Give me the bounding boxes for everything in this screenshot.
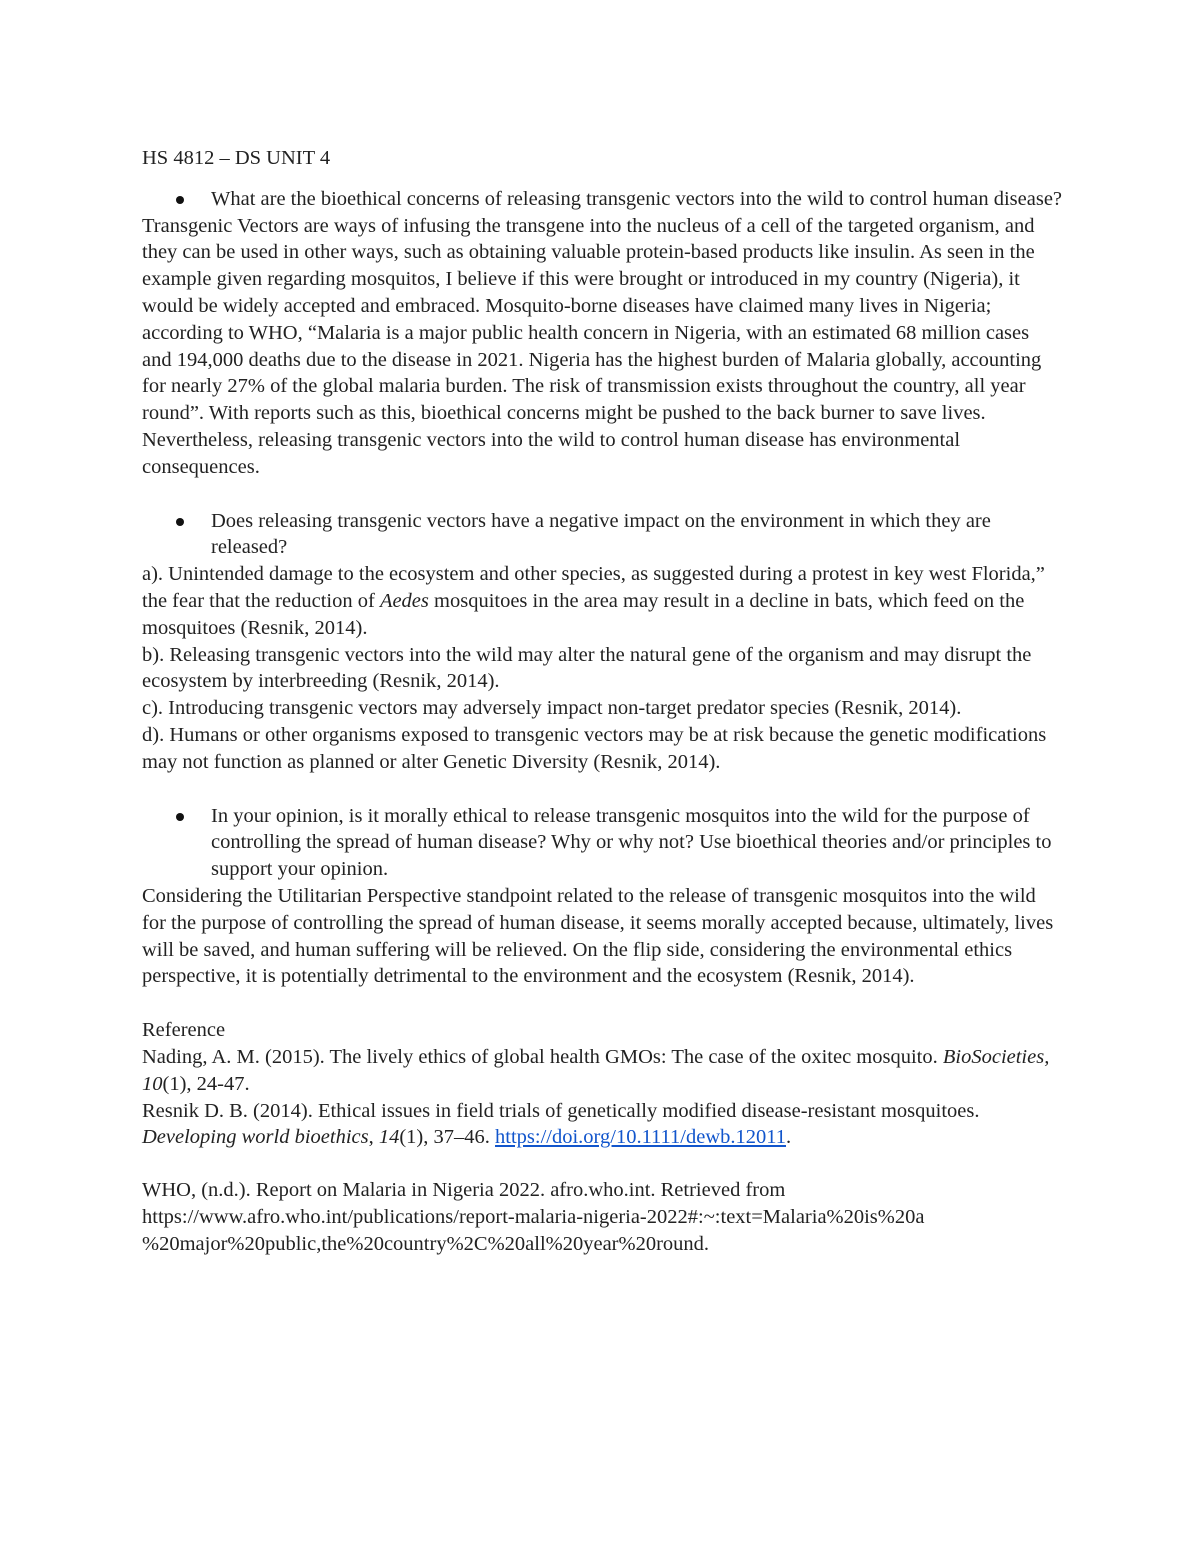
reference-resnik-end: . <box>786 1126 792 1149</box>
reference-who-line3: %20major%20public,the%20country%2C%20all%20year%20round. <box>142 1232 710 1255</box>
document-page <box>142 145 1062 1257</box>
reference-nading-text: Nading, A. M. (2015). The lively ethics of global health GMOs: The case of the oxitec mosquito. <box>142 1045 943 1068</box>
answer-2c: c). Introducing transgenic vectors may adversely impact non-target predator species (Resnik, 2014). <box>142 697 962 720</box>
reference-resnik-volume: 14 <box>378 1126 400 1149</box>
reference-resnik-text: Resnik D. B. (2014). Ethical issues in field trials of genetically modified disease-resistant mosquitoes. <box>142 1099 980 1122</box>
bullet-icon <box>176 813 184 821</box>
question-3-text: In your opinion, is it morally ethical to release transgenic mosquitos into the wild for the purpose of controlling the spread of human disease? Why or why not? Use bioethical theories and/or principles to support your opinion. <box>211 804 1052 881</box>
reference-who-line2: https://www.afro.who.int/publications/report-malaria-nigeria-2022#:~:text=Malaria%20is%20a <box>142 1205 925 1228</box>
answer-2b: b). Releasing transgenic vectors into the wild may alter the natural gene of the organism and may disrupt the ecosystem by interbreeding (Resnik, 2014). <box>142 643 1032 693</box>
question-1 <box>142 186 1062 213</box>
question-2-text: Does releasing transgenic vectors have a negative impact on the environment in which they are released? <box>211 509 991 559</box>
bullet-icon <box>176 196 184 204</box>
question-2 <box>142 508 1062 562</box>
answer-2a-italic: Aedes <box>379 589 429 612</box>
bullet-icon <box>176 518 184 526</box>
reference-resnik-sep: , <box>368 1126 379 1149</box>
answer-1: Transgenic Vectors are ways of infusing the transgene into the nucleus of a cell of the targeted organism, and they can be used in other ways, such as obtaining valuable protein-based products like insulin. As seen in the example given regarding mosquitos, I believe if this were brought or introduced in my country (Nigeria), it would be widely accepted and embraced. Mosquito-borne diseases have claimed many lives in Nigeria; according to WHO, “Malaria is a major public health concern in Nigeria, with an estimated 68 million cases and 194,000 deaths due to the disease in 2021. Nigeria has the highest burden of Malaria globally, accounting for nearly 27% of the global malaria burden. The risk of transmission exists throughout the country, all year round”. With reports such as this, bioethical concerns might be pushed to the back burner to save lives. Nevertheless, releasing transgenic vectors into the wild to control human disease has environmental consequences. <box>142 214 1042 478</box>
answer-2a-pre: a). Unintended damage to the ecosystem and other species, as suggested during a protest in key west Florida,” the fear that the reduction of <box>142 563 1045 612</box>
document-title: HS 4812 – DS UNIT 4 <box>142 147 331 169</box>
answer-2a <box>142 561 1062 641</box>
reference-resnik-pages: (1), 37–46. <box>399 1126 496 1149</box>
answer-2d: d). Humans or other organisms exposed to transgenic vectors may be at risk because the genetic modifications may not function as planned or alter Genetic Diversity (Resnik, 2014). <box>142 723 1047 773</box>
reference-nading-pages: (1), 24-47. <box>162 1072 250 1095</box>
reference-nading <box>142 1044 1062 1098</box>
question-3 <box>142 803 1062 883</box>
answer-3: Considering the Utilitarian Perspective standpoint related to the release of transgenic mosquitos into the wild for the purpose of controlling the spread of human disease, it seems morally accepted because, ultimately, lives will be saved, and human suffering will be relieved. On the flip side, considering the environmental ethics perspective, it is potentially detrimental to the environment and the ecosystem (Resnik, 2014). <box>142 884 1054 988</box>
reference-resnik <box>142 1098 1062 1152</box>
doi-link[interactable]: https://doi.org/10.1111/dewb.12011 <box>495 1126 786 1149</box>
reference-who-line1: WHO, (n.d.). Report on Malaria in Nigeria 2022. afro.who.int. Retrieved from <box>142 1179 786 1202</box>
question-1-text: What are the bioethical concerns of releasing transgenic vectors into the wild to control human disease? <box>211 187 1063 210</box>
reference-nading-journal: BioSocieties, 10 <box>142 1045 1050 1095</box>
reference-heading: Reference <box>142 1019 226 1042</box>
reference-resnik-journal: Developing world bioethics <box>142 1126 369 1149</box>
answer-2a-post: mosquitoes in the area may result in a decline in bats, which feed on the mosquitoes (Resnik, 2014). <box>142 589 1025 639</box>
